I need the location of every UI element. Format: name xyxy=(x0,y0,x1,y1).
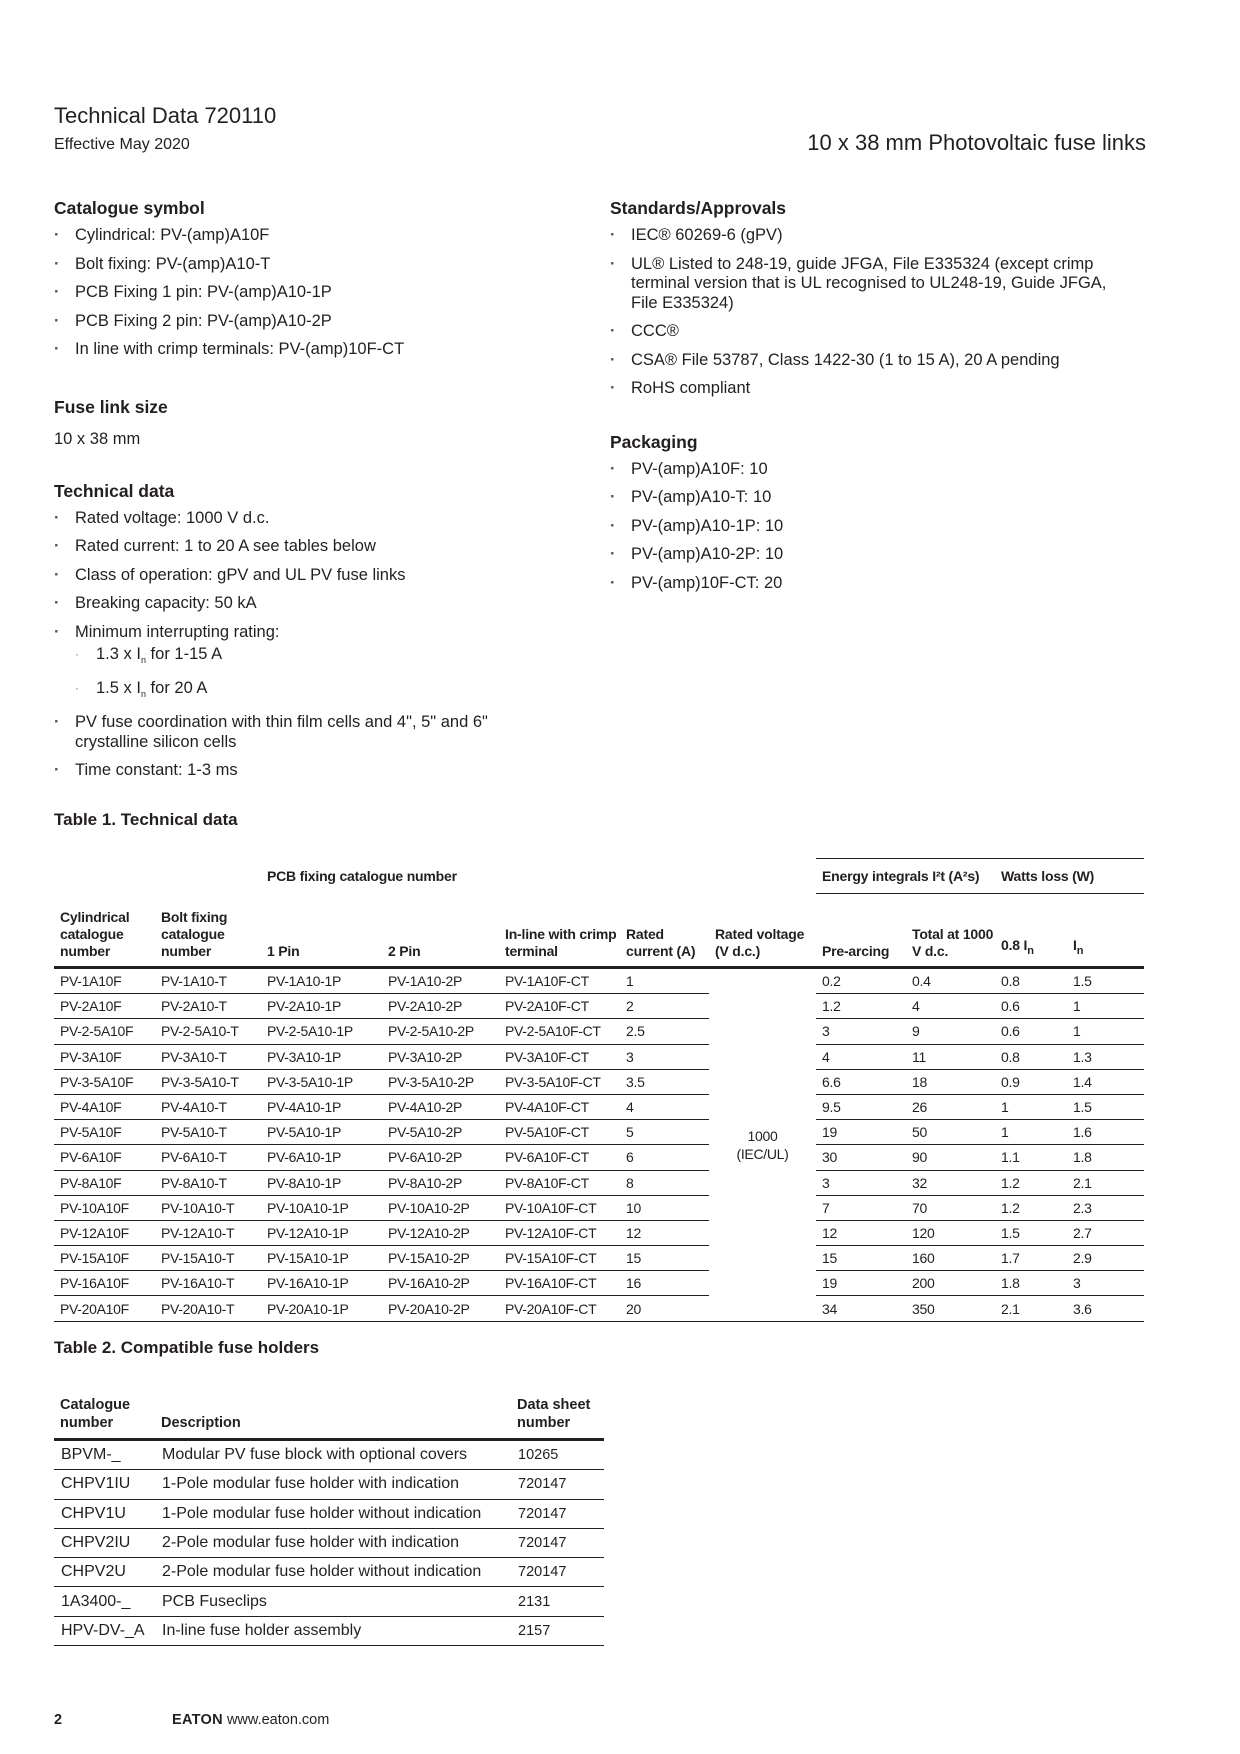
list-item: · Rated voltage: 1000 V d.c. xyxy=(54,509,554,529)
table-cell: 1.4 xyxy=(1067,1069,1144,1094)
table-cell: CHPV2IU xyxy=(54,1528,155,1557)
table-cell: 1.8 xyxy=(995,1271,1067,1296)
list-item: · PCB Fixing 1 pin: PV-(amp)A10-1P xyxy=(54,283,554,303)
table-cell: 720147 xyxy=(511,1528,604,1557)
table-cell: 3 xyxy=(1067,1271,1144,1296)
table-cell: 2157 xyxy=(511,1616,604,1645)
table-cell: 1.5 xyxy=(1067,968,1144,994)
col-header-datasheet: Data sheet number xyxy=(511,1386,604,1440)
col-header-rated-current: Rated current (A) xyxy=(620,894,709,968)
list-item: · Class of operation: gPV and UL PV fuse links xyxy=(54,566,554,586)
standards-list xyxy=(610,226,1110,399)
table-cell: PV-20A10-2P xyxy=(382,1296,499,1321)
table-cell: PV-3-5A10F xyxy=(54,1069,155,1094)
table-row xyxy=(54,1528,604,1557)
table-cell: 2.9 xyxy=(1067,1246,1144,1271)
table-cell: PV-10A10F-CT xyxy=(499,1195,620,1220)
table-cell: PV-3A10F xyxy=(54,1044,155,1069)
table-cell: PV-3A10-1P xyxy=(261,1044,382,1069)
table-cell: PV-6A10-1P xyxy=(261,1145,382,1170)
table-cell: 0.2 xyxy=(816,968,906,994)
table-cell: PV-2A10F xyxy=(54,994,155,1019)
list-item-label: Minimum interrupting rating: xyxy=(75,622,280,641)
table-cell: PV-1A10-1P xyxy=(261,968,382,994)
document-number: 720110 xyxy=(204,103,277,128)
technical-data-heading: Technical data xyxy=(54,480,175,501)
list-item: · CSA® File 53787, Class 1422-30 (1 to 15 A), 20 A pending xyxy=(610,351,1110,371)
table-cell: 70 xyxy=(906,1195,995,1220)
table-cell: PV-16A10F xyxy=(54,1271,155,1296)
table-cell: 1 xyxy=(1067,1019,1144,1044)
table-cell: 4 xyxy=(906,994,995,1019)
table-cell: 720147 xyxy=(511,1470,604,1499)
table-cell: PV-16A10-2P xyxy=(382,1271,499,1296)
table-cell: PV-5A10-1P xyxy=(261,1120,382,1145)
page-number: 2 xyxy=(54,1712,63,1728)
table-cell: PV-2-5A10F-CT xyxy=(499,1019,620,1044)
table-cell: PV-8A10F xyxy=(54,1170,155,1195)
table-cell: 5 xyxy=(620,1120,709,1145)
table-cell: 720147 xyxy=(511,1499,604,1528)
technical-data-list xyxy=(54,509,554,781)
table-cell: PV-15A10-2P xyxy=(382,1246,499,1271)
list-item: · PV-(amp)A10F: 10 xyxy=(610,460,1110,480)
table-cell: 1.5 xyxy=(995,1220,1067,1245)
table-cell: PV-3-5A10-T xyxy=(155,1069,261,1094)
sub-list-item: · 1.5 x $I_n$ for 20 A xyxy=(75,679,554,705)
table-cell: In-line fuse holder assembly xyxy=(155,1616,511,1645)
table-row xyxy=(54,1440,604,1470)
table-cell: 2-Pole modular fuse holder with indication xyxy=(155,1528,511,1557)
table-row xyxy=(54,994,1144,1019)
brand-name: EATON xyxy=(172,1712,223,1728)
table-row xyxy=(54,1296,1144,1321)
table-cell: PV-2-5A10-T xyxy=(155,1019,261,1044)
pcb-group-header: PCB fixing catalogue number xyxy=(267,867,457,884)
table-cell: PV-10A10-T xyxy=(155,1195,261,1220)
list-item: · PV fuse coordination with thin film cells and 4", 5" and 6" crystalline silicon cells xyxy=(54,713,554,752)
table-row xyxy=(54,1246,1144,1271)
table-cell: 32 xyxy=(906,1170,995,1195)
table-row xyxy=(54,1220,1144,1245)
document-title xyxy=(54,102,276,130)
table-cell: 1-Pole modular fuse holder with indication xyxy=(155,1470,511,1499)
table-cell: PV-1A10-2P xyxy=(382,968,499,994)
table-cell: 350 xyxy=(906,1296,995,1321)
table-cell: PV-2A10-2P xyxy=(382,994,499,1019)
table-cell: PV-12A10F-CT xyxy=(499,1220,620,1245)
footer-url[interactable]: www.eaton.com xyxy=(226,1712,330,1728)
table-cell: 1.2 xyxy=(995,1170,1067,1195)
list-item: · PV-(amp)A10-2P: 10 xyxy=(610,545,1110,565)
table-cell: 1.5 xyxy=(1067,1094,1144,1119)
table-cell: 11 xyxy=(906,1044,995,1069)
table-cell: PV-4A10F xyxy=(54,1094,155,1119)
table-row xyxy=(54,1271,1144,1296)
table-cell: PV-5A10F-CT xyxy=(499,1120,620,1145)
table-cell: 1.2 xyxy=(816,994,906,1019)
table-cell: PV-8A10F-CT xyxy=(499,1170,620,1195)
right-column xyxy=(610,196,1110,602)
table-cell: 120 xyxy=(906,1220,995,1245)
table-cell: 50 xyxy=(906,1120,995,1145)
table-cell: 9.5 xyxy=(816,1094,906,1119)
technical-data-table-body xyxy=(54,968,1144,1322)
table-cell: PV-15A10F-CT xyxy=(499,1246,620,1271)
col-header-pre-arcing: Pre-arcing xyxy=(816,894,906,968)
left-column xyxy=(54,196,554,790)
table-cell: PV-12A10-T xyxy=(155,1220,261,1245)
document-type: Technical Data xyxy=(54,103,199,128)
list-item: · UL® Listed to 248-19, guide JFGA, File E335324 (except crimp terminal version that is UL recognised to UL248-19, Guide JFGA, File E335324) xyxy=(610,255,1110,314)
table-row xyxy=(54,1069,1144,1094)
table-cell: PV-2A10-1P xyxy=(261,994,382,1019)
table-cell: Modular PV fuse block with optional covers xyxy=(155,1440,511,1470)
table-cell: CHPV1IU xyxy=(54,1470,155,1499)
table-row xyxy=(54,1044,1144,1069)
table-cell: 1 xyxy=(1067,994,1144,1019)
table-cell: 3 xyxy=(816,1170,906,1195)
table-cell: PV-3-5A10-2P xyxy=(382,1069,499,1094)
table-cell: 90 xyxy=(906,1145,995,1170)
list-item: · Rated current: 1 to 20 A see tables below xyxy=(54,537,554,557)
table-cell: PV-15A10-1P xyxy=(261,1246,382,1271)
table-cell: PV-15A10-T xyxy=(155,1246,261,1271)
table-cell: PV-12A10-2P xyxy=(382,1220,499,1245)
table-cell: 16 xyxy=(620,1271,709,1296)
table-cell: 3.6 xyxy=(1067,1296,1144,1321)
table-cell: PV-3-5A10-1P xyxy=(261,1069,382,1094)
table-cell: PV-10A10F xyxy=(54,1195,155,1220)
table-cell: PV-8A10-T xyxy=(155,1170,261,1195)
list-item: · Cylindrical: PV-(amp)A10F xyxy=(54,226,554,246)
energy-group-header: Energy integrals I²t (A²s) xyxy=(816,859,995,894)
footer-brand xyxy=(172,1712,329,1728)
sub-list-item: · 1.3 x $I_n$ for 1-15 A xyxy=(75,645,554,671)
list-item xyxy=(54,623,554,705)
list-item: · PCB Fixing 2 pin: PV-(amp)A10-2P xyxy=(54,312,554,332)
table-cell: 160 xyxy=(906,1246,995,1271)
table-row xyxy=(54,1145,1144,1170)
table-cell: PV-6A10-2P xyxy=(382,1145,499,1170)
table-cell: PV-4A10-T xyxy=(155,1094,261,1119)
table-cell: PV-20A10-1P xyxy=(261,1296,382,1321)
table-cell: 12 xyxy=(816,1220,906,1245)
table-cell: 2-Pole modular fuse holder without indication xyxy=(155,1558,511,1587)
table-cell: PV-20A10F xyxy=(54,1296,155,1321)
table-cell: PV-12A10F xyxy=(54,1220,155,1245)
table-cell: 0.8 xyxy=(995,968,1067,994)
table-cell: 2.1 xyxy=(995,1296,1067,1321)
table-row xyxy=(54,1499,604,1528)
table-cell: PV-4A10F-CT xyxy=(499,1094,620,1119)
table-cell: PV-3A10-T xyxy=(155,1044,261,1069)
list-item: · Time constant: 1-3 ms xyxy=(54,761,554,781)
table-cell: PV-4A10-1P xyxy=(261,1094,382,1119)
fuse-holders-table xyxy=(54,1386,604,1646)
table-cell: 6 xyxy=(620,1145,709,1170)
table-cell: PV-20A10F-CT xyxy=(499,1296,620,1321)
table-cell: PV-16A10-1P xyxy=(261,1271,382,1296)
table-cell: 3 xyxy=(816,1019,906,1044)
packaging-list xyxy=(610,460,1110,594)
table-cell: 30 xyxy=(816,1145,906,1170)
table-cell: 1 xyxy=(620,968,709,994)
table-cell: 2.5 xyxy=(620,1019,709,1044)
col-header-total: Total at 1000 V d.c. xyxy=(906,894,995,968)
table-row xyxy=(54,1019,1144,1044)
col-header-description: Description xyxy=(155,1386,511,1440)
list-item: · PV-(amp)A10-T: 10 xyxy=(610,488,1110,508)
packaging-heading: Packaging xyxy=(610,431,698,452)
table-cell: 4 xyxy=(620,1094,709,1119)
table-cell: 2131 xyxy=(511,1587,604,1616)
document-subject: 10 x 38 mm Photovoltaic fuse links xyxy=(807,130,1146,155)
table-cell: 12 xyxy=(620,1220,709,1245)
table-cell: PV-2A10-T xyxy=(155,994,261,1019)
table-cell: 2 xyxy=(620,994,709,1019)
table-cell: 20 xyxy=(620,1296,709,1321)
table-cell: 0.4 xyxy=(906,968,995,994)
col-header-inline: In-line with crimp terminal xyxy=(499,894,620,968)
table-cell: 26 xyxy=(906,1094,995,1119)
table-cell: 720147 xyxy=(511,1558,604,1587)
list-item: · PV-(amp)10F-CT: 20 xyxy=(610,574,1110,594)
col-header-2pin: 2 Pin xyxy=(382,894,499,968)
table-row xyxy=(54,1616,604,1645)
table-cell: PV-6A10F-CT xyxy=(499,1145,620,1170)
table-cell: 200 xyxy=(906,1271,995,1296)
table-cell: 8 xyxy=(620,1170,709,1195)
table-cell: 10 xyxy=(620,1195,709,1220)
table-row xyxy=(54,1470,604,1499)
table-cell: 15 xyxy=(620,1246,709,1271)
list-item: · IEC® 60269-6 (gPV) xyxy=(610,226,1110,246)
table-cell: PV-1A10F xyxy=(54,968,155,994)
table-cell: 1 xyxy=(995,1094,1067,1119)
col-header-watts-08in: 0.8 $I_n$ xyxy=(995,894,1067,968)
table-cell: PV-2A10F-CT xyxy=(499,994,620,1019)
table-cell: 2.7 xyxy=(1067,1220,1144,1245)
table-cell: 6.6 xyxy=(816,1069,906,1094)
table2-caption: Table 2. Compatible fuse holders xyxy=(54,1338,320,1357)
table-cell: PV-5A10F xyxy=(54,1120,155,1145)
table-row xyxy=(54,1094,1144,1119)
fuse-link-size-heading: Fuse link size xyxy=(54,396,168,417)
table-cell: PV-2-5A10F xyxy=(54,1019,155,1044)
table-cell: 0.6 xyxy=(995,994,1067,1019)
table-cell: 1.8 xyxy=(1067,1145,1144,1170)
technical-data-table xyxy=(54,858,1144,1322)
table-cell: PV-10A10-2P xyxy=(382,1195,499,1220)
table-cell: PV-2-5A10-1P xyxy=(261,1019,382,1044)
table-cell: 3.5 xyxy=(620,1069,709,1094)
table-cell: 1.3 xyxy=(1067,1044,1144,1069)
table-cell: 34 xyxy=(816,1296,906,1321)
rated-voltage-cell: 1000 (IEC/UL) xyxy=(709,968,816,1322)
table-cell: 2.3 xyxy=(1067,1195,1144,1220)
col-header-1pin: 1 Pin xyxy=(261,894,382,968)
table-cell: PV-5A10-2P xyxy=(382,1120,499,1145)
list-item: · PV-(amp)A10-1P: 10 xyxy=(610,517,1110,537)
table-cell: PV-5A10-T xyxy=(155,1120,261,1145)
list-item: · Bolt fixing: PV-(amp)A10-T xyxy=(54,255,554,275)
table-cell: 1 xyxy=(995,1120,1067,1145)
col-header-cylindrical: Cylindrical catalogue number xyxy=(54,894,155,968)
table-cell: 1.2 xyxy=(995,1195,1067,1220)
table-cell: PV-8A10-1P xyxy=(261,1170,382,1195)
table-cell: 10265 xyxy=(511,1440,604,1470)
col-header-catalogue: Catalogue number xyxy=(54,1386,155,1440)
table-cell: 0.8 xyxy=(995,1044,1067,1069)
table-cell: 0.6 xyxy=(995,1019,1067,1044)
table-cell: PV-15A10F xyxy=(54,1246,155,1271)
standards-heading: Standards/Approvals xyxy=(610,198,787,218)
table-cell: HPV-DV-_A xyxy=(54,1616,155,1645)
table1-caption: Table 1. Technical data xyxy=(54,810,238,829)
table-row xyxy=(54,1195,1144,1220)
table-cell: PV-10A10-1P xyxy=(261,1195,382,1220)
col-header-bolt: Bolt fixing catalogue number xyxy=(155,894,261,968)
table-cell: PV-16A10F-CT xyxy=(499,1271,620,1296)
list-item: · Breaking capacity: 50 kA xyxy=(54,594,554,614)
list-item: · RoHS compliant xyxy=(610,379,1110,399)
table-cell: 4 xyxy=(816,1044,906,1069)
table-cell: PV-1A10-T xyxy=(155,968,261,994)
table-row xyxy=(54,1587,604,1616)
table-cell: PV-3A10-2P xyxy=(382,1044,499,1069)
table-cell: 1-Pole modular fuse holder without indication xyxy=(155,1499,511,1528)
fuse-link-size-value: 10 x 38 mm xyxy=(54,429,141,448)
table-cell: PV-1A10F-CT xyxy=(499,968,620,994)
table-cell: 19 xyxy=(816,1271,906,1296)
table-cell: 18 xyxy=(906,1069,995,1094)
table-row xyxy=(54,968,1144,994)
table-cell: PV-3A10F-CT xyxy=(499,1044,620,1069)
table-cell: PV-6A10F xyxy=(54,1145,155,1170)
table-cell: PV-4A10-2P xyxy=(382,1094,499,1119)
table-cell: CHPV2U xyxy=(54,1558,155,1587)
table-cell: 1A3400-_ xyxy=(54,1587,155,1616)
table-row xyxy=(54,1120,1144,1145)
catalogue-symbol-heading: Catalogue symbol xyxy=(54,198,205,218)
table-cell: PV-8A10-2P xyxy=(382,1170,499,1195)
col-header-rated-voltage: Rated voltage (V d.c.) xyxy=(709,894,816,968)
table-cell: PCB Fuseclips xyxy=(155,1587,511,1616)
table-row xyxy=(54,1170,1144,1195)
table-cell: 1.6 xyxy=(1067,1120,1144,1145)
list-item: · In line with crimp terminals: PV-(amp)10F-CT xyxy=(54,340,554,360)
table-cell: 7 xyxy=(816,1195,906,1220)
table-cell: PV-12A10-1P xyxy=(261,1220,382,1245)
list-item: · CCC® xyxy=(610,322,1110,342)
table-cell: CHPV1U xyxy=(54,1499,155,1528)
sub-list xyxy=(75,645,554,704)
effective-date: Effective May 2020 xyxy=(54,136,190,153)
col-header-watts-in: $I_n$ xyxy=(1067,894,1144,968)
table-cell: PV-2-5A10-2P xyxy=(382,1019,499,1044)
table-cell: 9 xyxy=(906,1019,995,1044)
table-cell: 19 xyxy=(816,1120,906,1145)
table-cell: 3 xyxy=(620,1044,709,1069)
table-cell: 2.1 xyxy=(1067,1170,1144,1195)
table-cell: 1.1 xyxy=(995,1145,1067,1170)
table-cell: PV-16A10-T xyxy=(155,1271,261,1296)
table-cell: 15 xyxy=(816,1246,906,1271)
fuse-holders-table-body xyxy=(54,1440,604,1646)
table-cell: PV-3-5A10F-CT xyxy=(499,1069,620,1094)
catalogue-symbol-list xyxy=(54,226,554,360)
table-cell: PV-20A10-T xyxy=(155,1296,261,1321)
watts-group-header: Watts loss (W) xyxy=(995,859,1144,894)
table-cell: PV-6A10-T xyxy=(155,1145,261,1170)
table-cell: 1.7 xyxy=(995,1246,1067,1271)
table-row xyxy=(54,1558,604,1587)
table-cell: BPVM-_ xyxy=(54,1440,155,1470)
table-cell: 0.9 xyxy=(995,1069,1067,1094)
